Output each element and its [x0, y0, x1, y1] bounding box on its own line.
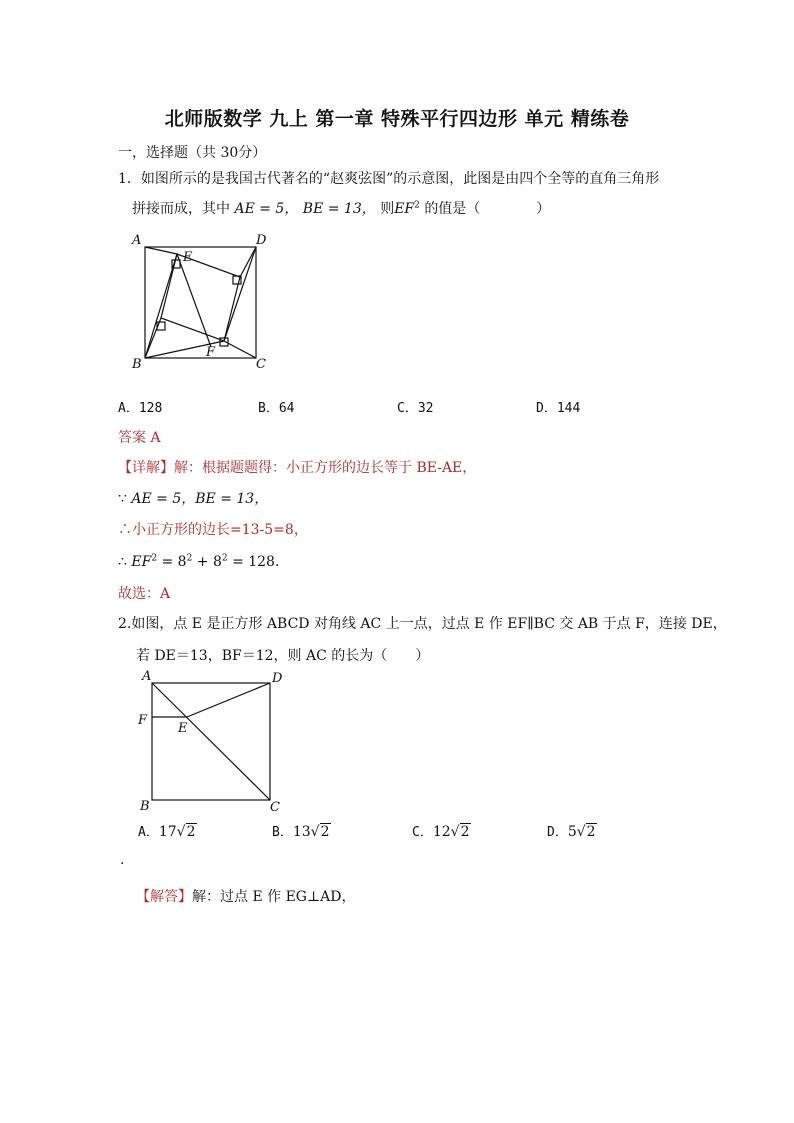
q1-choose: 故选：A [118, 586, 171, 602]
q1-option-c[interactable]: C．32 [397, 401, 434, 416]
q2-option-a[interactable]: A．17√2 [138, 824, 196, 840]
section-heading: 一，选择题（共 30分） [118, 145, 267, 161]
q1-label-a: A [132, 233, 142, 248]
q2-option-b[interactable]: B．13√2 [272, 824, 330, 840]
q1-text-line1: 1．如图所示的是我国古代著名的“赵爽弦图”的示意图，此图是由四个全等的直角三角形 [118, 171, 660, 187]
q1-label-c: C [256, 357, 266, 372]
q2-label-d: D [272, 671, 283, 686]
page-title: 北师版数学 九上 第一章 特殊平行四边形 单元 精练卷 [164, 108, 630, 130]
q1-therefore1: ∴小正方形的边长=13-5=8， [118, 522, 308, 538]
q2-label-f: F [138, 713, 148, 728]
q1-answer: 答案 A [118, 430, 161, 446]
q2-option-c[interactable]: C．12√2 [412, 824, 470, 840]
q1-text-line2: 拼接而成，其中 AE = 5， BE = 13， 则$EF^2$ 的值是（ ） [132, 200, 551, 217]
q1-because: ∵ AE = 5，BE = 13， [118, 491, 269, 507]
zhao-shuang-diagram [128, 230, 278, 375]
q2-text-line2: 若 DE＝13，BF＝12，则 AC 的长为（ ） [136, 648, 430, 664]
q2-label-e: E [178, 721, 188, 736]
q1-label-d: D [256, 233, 267, 248]
q2-dot: . [120, 852, 125, 868]
q1-therefore2: ∴ $EF^2 = 8^2 + 8^2 = 128$． [118, 553, 289, 570]
q1-label-f: F [206, 345, 216, 360]
q2-text-line1: 2.如图，点 E 是正方形 ABCD 对角线 AC 上一点，过点 E 作 EF∥BC 交 AB 于点 F，连接 DE， [118, 616, 727, 632]
q2-label-a: A [142, 669, 152, 684]
q2-solution: 【解答】解：过点 E 作 EG⊥AD， [136, 889, 356, 905]
q1-option-a[interactable]: A．128 [118, 401, 163, 416]
q2-option-d[interactable]: D．5√2 [547, 824, 596, 840]
q1-label-e: E [183, 250, 193, 265]
q1-detail: 【详解】解：根据题题得：小正方形的边长等于 BE-AE， [118, 460, 477, 476]
q1-option-d[interactable]: D．144 [536, 401, 581, 416]
q2-label-b: B [140, 799, 150, 814]
square-diagram [134, 666, 294, 818]
q2-label-c: C [270, 800, 280, 815]
q1-label-b: B [132, 357, 142, 372]
q1-option-b[interactable]: B．64 [258, 401, 295, 416]
